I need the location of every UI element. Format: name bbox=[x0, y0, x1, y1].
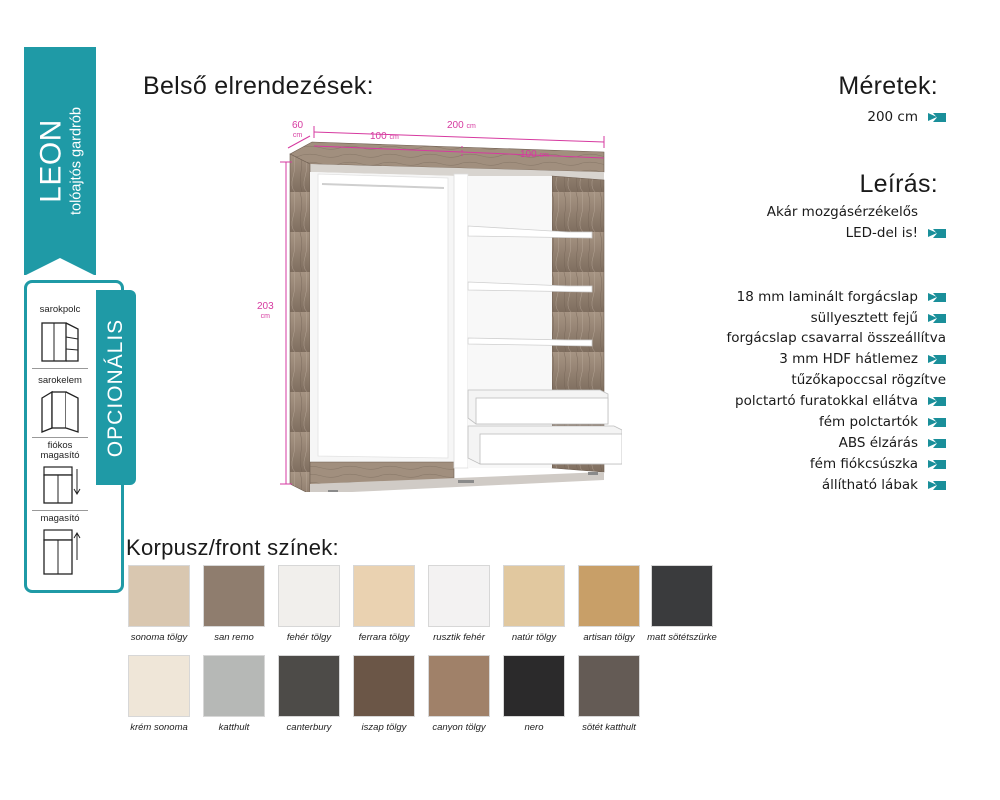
color-swatch bbox=[203, 565, 265, 627]
bullet-icon bbox=[928, 229, 946, 238]
dimension-total: 200 cm bbox=[447, 120, 476, 131]
optional-item-label: fiókos magasító bbox=[40, 440, 80, 461]
color-swatch-label: ferrara tölgy bbox=[358, 632, 410, 643]
bullet-icon bbox=[928, 314, 946, 323]
bullet-icon bbox=[928, 293, 946, 302]
color-swatch-label: sötét katthult bbox=[582, 722, 636, 733]
color-swatch bbox=[503, 655, 565, 717]
color-swatch bbox=[203, 655, 265, 717]
size-value: 200 cm bbox=[867, 109, 918, 125]
optional-item-label: magasító bbox=[40, 513, 80, 524]
color-swatch bbox=[503, 565, 565, 627]
corner-element-icon bbox=[38, 388, 82, 436]
dimension-right: 100 cm bbox=[520, 149, 549, 160]
color-swatch-label: natúr tölgy bbox=[511, 632, 557, 643]
color-swatch-label: nero bbox=[524, 722, 544, 733]
optional-title: OPCIONÁLIS bbox=[104, 318, 127, 458]
dimension-height: 203 cm bbox=[257, 301, 274, 320]
color-swatch bbox=[353, 655, 415, 717]
optional-divider bbox=[32, 510, 88, 511]
feature-line: forgácslap csavarral összeállítva bbox=[726, 330, 946, 346]
color-swatch-label: san remo bbox=[214, 632, 254, 643]
bullet-icon bbox=[928, 418, 946, 427]
color-swatch-label: canyon tölgy bbox=[432, 722, 486, 733]
brand-subtitle: tolóajtós gardrób bbox=[68, 107, 85, 216]
color-swatch bbox=[428, 655, 490, 717]
color-swatch bbox=[428, 565, 490, 627]
optional-item-corner-element bbox=[32, 376, 88, 436]
color-swatch bbox=[128, 565, 190, 627]
color-swatch bbox=[128, 655, 190, 717]
sizes-title: Méretek: bbox=[838, 72, 938, 100]
dimension-left: 100 cm bbox=[370, 131, 399, 142]
brand-name: LEON bbox=[34, 119, 68, 203]
bullet-icon bbox=[928, 355, 946, 364]
bullet-icon bbox=[928, 481, 946, 490]
corner-shelf-icon bbox=[38, 317, 82, 365]
wardrobe-drawing bbox=[262, 112, 622, 492]
optional-item-label: sarokpolc bbox=[39, 304, 81, 315]
color-swatch-label: canterbury bbox=[286, 722, 332, 733]
feature-line: 18 mm laminált forgácslap bbox=[736, 289, 918, 305]
colors-title: Korpusz/front színek: bbox=[126, 535, 339, 560]
color-swatch bbox=[578, 565, 640, 627]
description-line: LED-del is! bbox=[845, 225, 918, 241]
optional-divider bbox=[32, 368, 88, 369]
drawer-extension-icon bbox=[38, 463, 82, 505]
color-swatch-label: matt sötétszürke bbox=[647, 632, 717, 643]
feature-line: állítható lábak bbox=[821, 477, 918, 493]
color-swatch-label: fehér tölgy bbox=[286, 632, 332, 643]
color-swatch-label: rusztik fehér bbox=[433, 632, 485, 643]
extension-icon bbox=[38, 526, 82, 578]
feature-line: tűzőkapoccsal rögzítve bbox=[791, 372, 946, 388]
bullet-icon bbox=[928, 460, 946, 469]
feature-line: süllyesztett fejű bbox=[810, 310, 918, 326]
bullet-icon bbox=[928, 439, 946, 448]
color-swatch bbox=[278, 655, 340, 717]
color-swatch bbox=[353, 565, 415, 627]
color-swatch bbox=[278, 565, 340, 627]
color-swatch-label: sonoma tölgy bbox=[130, 632, 188, 643]
optional-item-drawer-extension bbox=[32, 441, 88, 505]
feature-line: fém fiókcsúszka bbox=[809, 456, 918, 472]
feature-line: polctartó furatokkal ellátva bbox=[735, 393, 918, 409]
bullet-icon bbox=[928, 397, 946, 406]
brand-banner bbox=[24, 47, 96, 275]
description-title: Leírás: bbox=[859, 170, 938, 198]
feature-line: ABS élzárás bbox=[838, 435, 918, 451]
color-swatch-label: artisan tölgy bbox=[583, 632, 635, 643]
feature-line: 3 mm HDF hátlemez bbox=[779, 351, 918, 367]
color-swatch bbox=[651, 565, 713, 627]
optional-item-label: sarokelem bbox=[38, 375, 82, 386]
bullet-icon bbox=[928, 113, 946, 122]
optional-item-extension bbox=[32, 514, 88, 578]
color-swatch bbox=[578, 655, 640, 717]
color-swatch-label: katthult bbox=[218, 722, 250, 733]
optional-item-corner-shelf bbox=[32, 305, 88, 365]
layout-title: Belső elrendezések: bbox=[143, 72, 374, 100]
description-line: Akár mozgásérzékelős bbox=[766, 204, 918, 220]
optional-tab bbox=[96, 290, 136, 485]
feature-line: fém polctartók bbox=[819, 414, 918, 430]
dimension-depth: 60 cm bbox=[292, 120, 304, 139]
color-swatch-label: krém sonoma bbox=[130, 722, 188, 733]
optional-divider bbox=[32, 437, 88, 438]
color-swatch-label: iszap tölgy bbox=[361, 722, 407, 733]
